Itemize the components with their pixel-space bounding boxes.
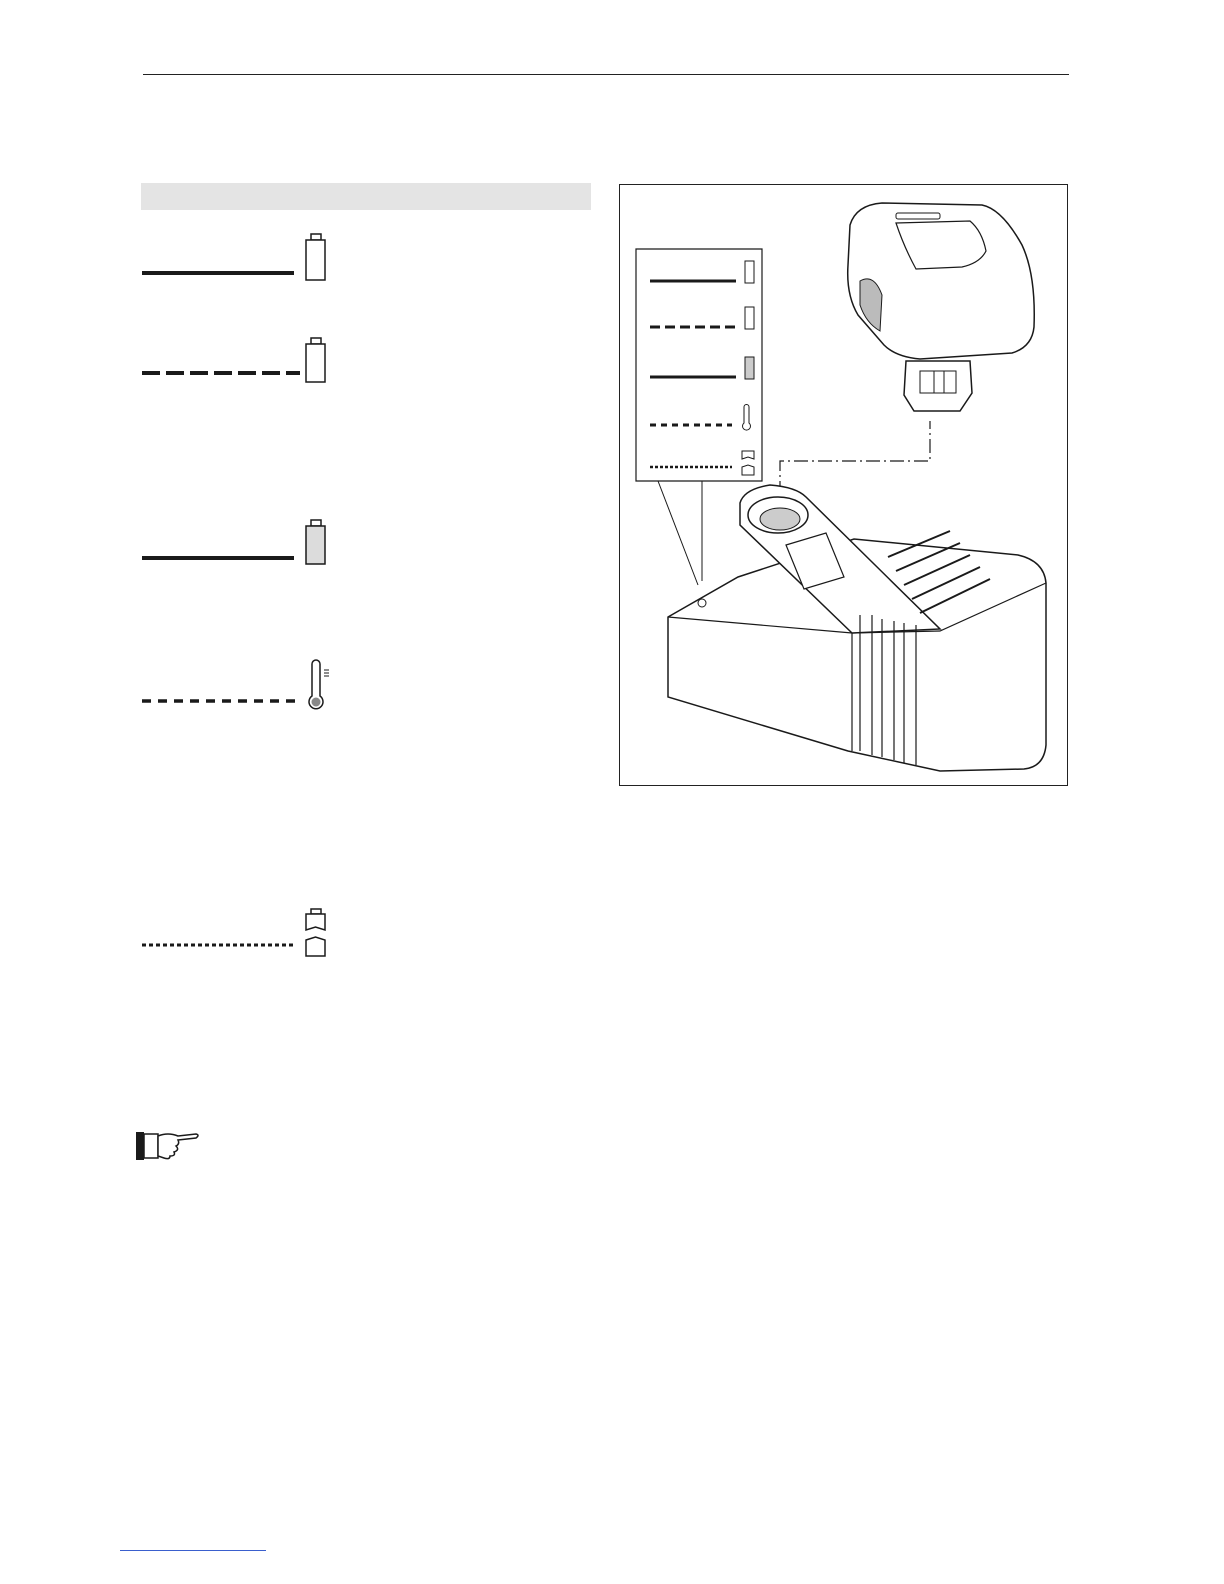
legend-inset [636, 249, 762, 481]
charger-body-drawing [668, 485, 1046, 771]
indicator-flashing [136, 334, 336, 394]
indicator-full [136, 516, 336, 576]
charger-figure [619, 184, 1068, 786]
battery-full-icon [306, 520, 325, 564]
header-rule [143, 74, 1069, 75]
section-heading-bar [141, 183, 591, 210]
battery-empty-icon [306, 338, 325, 382]
thermometer-icon [309, 660, 329, 709]
battery-defective-icon [306, 909, 325, 956]
battery-empty-icon [306, 234, 325, 280]
indicator-steady [136, 230, 336, 290]
pointing-hand-icon [134, 1128, 204, 1164]
battery-pack-drawing [848, 203, 1035, 411]
charger-illustration [620, 185, 1069, 787]
indicator-temperature [136, 656, 336, 716]
footer-link-underline [120, 1550, 266, 1551]
indicator-defective [136, 904, 336, 964]
